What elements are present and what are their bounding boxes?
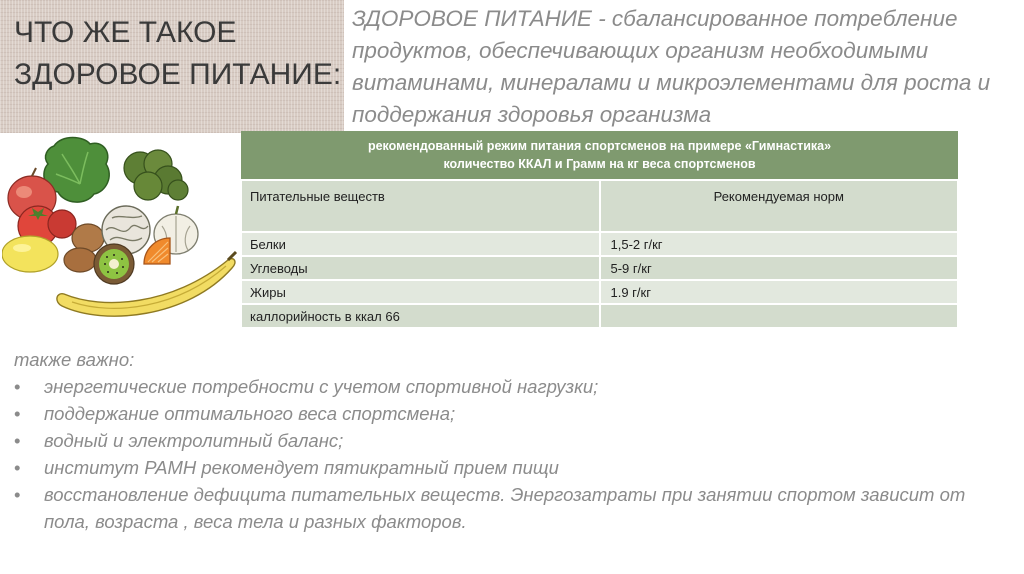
list-item-text: институт РАМН рекомендует пятикратный прием пищи [44,457,559,478]
nutrient-norm [600,304,959,328]
nutrient-name: Белки [241,232,600,256]
lemon-icon [2,236,58,272]
table-caption [241,131,958,180]
important-section [14,346,1004,535]
list-item-text: восстановление дефицита питательных веществ. Энергозатраты при занятии спортом зависит от пола, возраста , веса тела и разных факторов. [44,484,966,532]
nutrient-name: Углеводы [241,256,600,280]
vegetables-illustration [2,134,240,320]
table-row [241,232,958,256]
table-caption-line1: рекомендованный режим питания спортсменов на примере «Гимнастика» [367,139,832,153]
important-list [14,373,1004,535]
title-panel [0,0,344,133]
nutrient-norm: 5-9 г/кг [600,256,959,280]
kiwi-icon [94,244,134,284]
slide-title: ЧТО ЖЕ ТАКОЕ ЗДОРОВОЕ ПИТАНИЕ: [14,16,342,91]
table-caption-line2: количество ККАЛ и Грамм на кг веса спортсменов [443,157,756,171]
bullet-icon: • [14,430,21,451]
nutrition-table [240,131,959,329]
nutrient-norm: 1,5-2 г/кг [600,232,959,256]
bullet-icon: • [14,403,21,424]
list-item-text: водный и электролитный баланс; [44,430,344,451]
table-header-row [241,180,958,232]
broccoli-icon [124,150,188,200]
orange-slice-icon [144,238,170,264]
list-item-text: поддержание оптимального веса спортсмена; [44,403,456,424]
bullet-icon: • [14,484,21,505]
column-header-norm: Рекомендуемая норм [600,180,959,232]
list-item [14,454,1004,481]
list-item [14,481,1004,535]
bullet-icon: • [14,457,21,478]
column-header-nutrients: Питательные веществ [241,180,600,232]
list-item-text: энергетические потребности с учетом спортивной нагрузки; [44,376,599,397]
list-item [14,400,1004,427]
calorie-note: каллорийность в ккал 66 [241,304,600,328]
important-lead: также важно: [14,349,135,370]
nutrient-name: Жиры [241,280,600,304]
list-item [14,427,1004,454]
table-row [241,280,958,304]
definition-text: ЗДОРОВОЕ ПИТАНИЕ - сбалансированное потребление продуктов, обеспечивающих организм необходимыми витаминами, минералами и микроэлементами для роста и поддержания здоровья организма [352,6,991,127]
table-caption-row [241,131,958,180]
table-row [241,304,958,328]
nutrient-norm: 1.9 г/кг [600,280,959,304]
list-item [14,373,1004,400]
table-row [241,256,958,280]
bullet-icon: • [14,376,21,397]
